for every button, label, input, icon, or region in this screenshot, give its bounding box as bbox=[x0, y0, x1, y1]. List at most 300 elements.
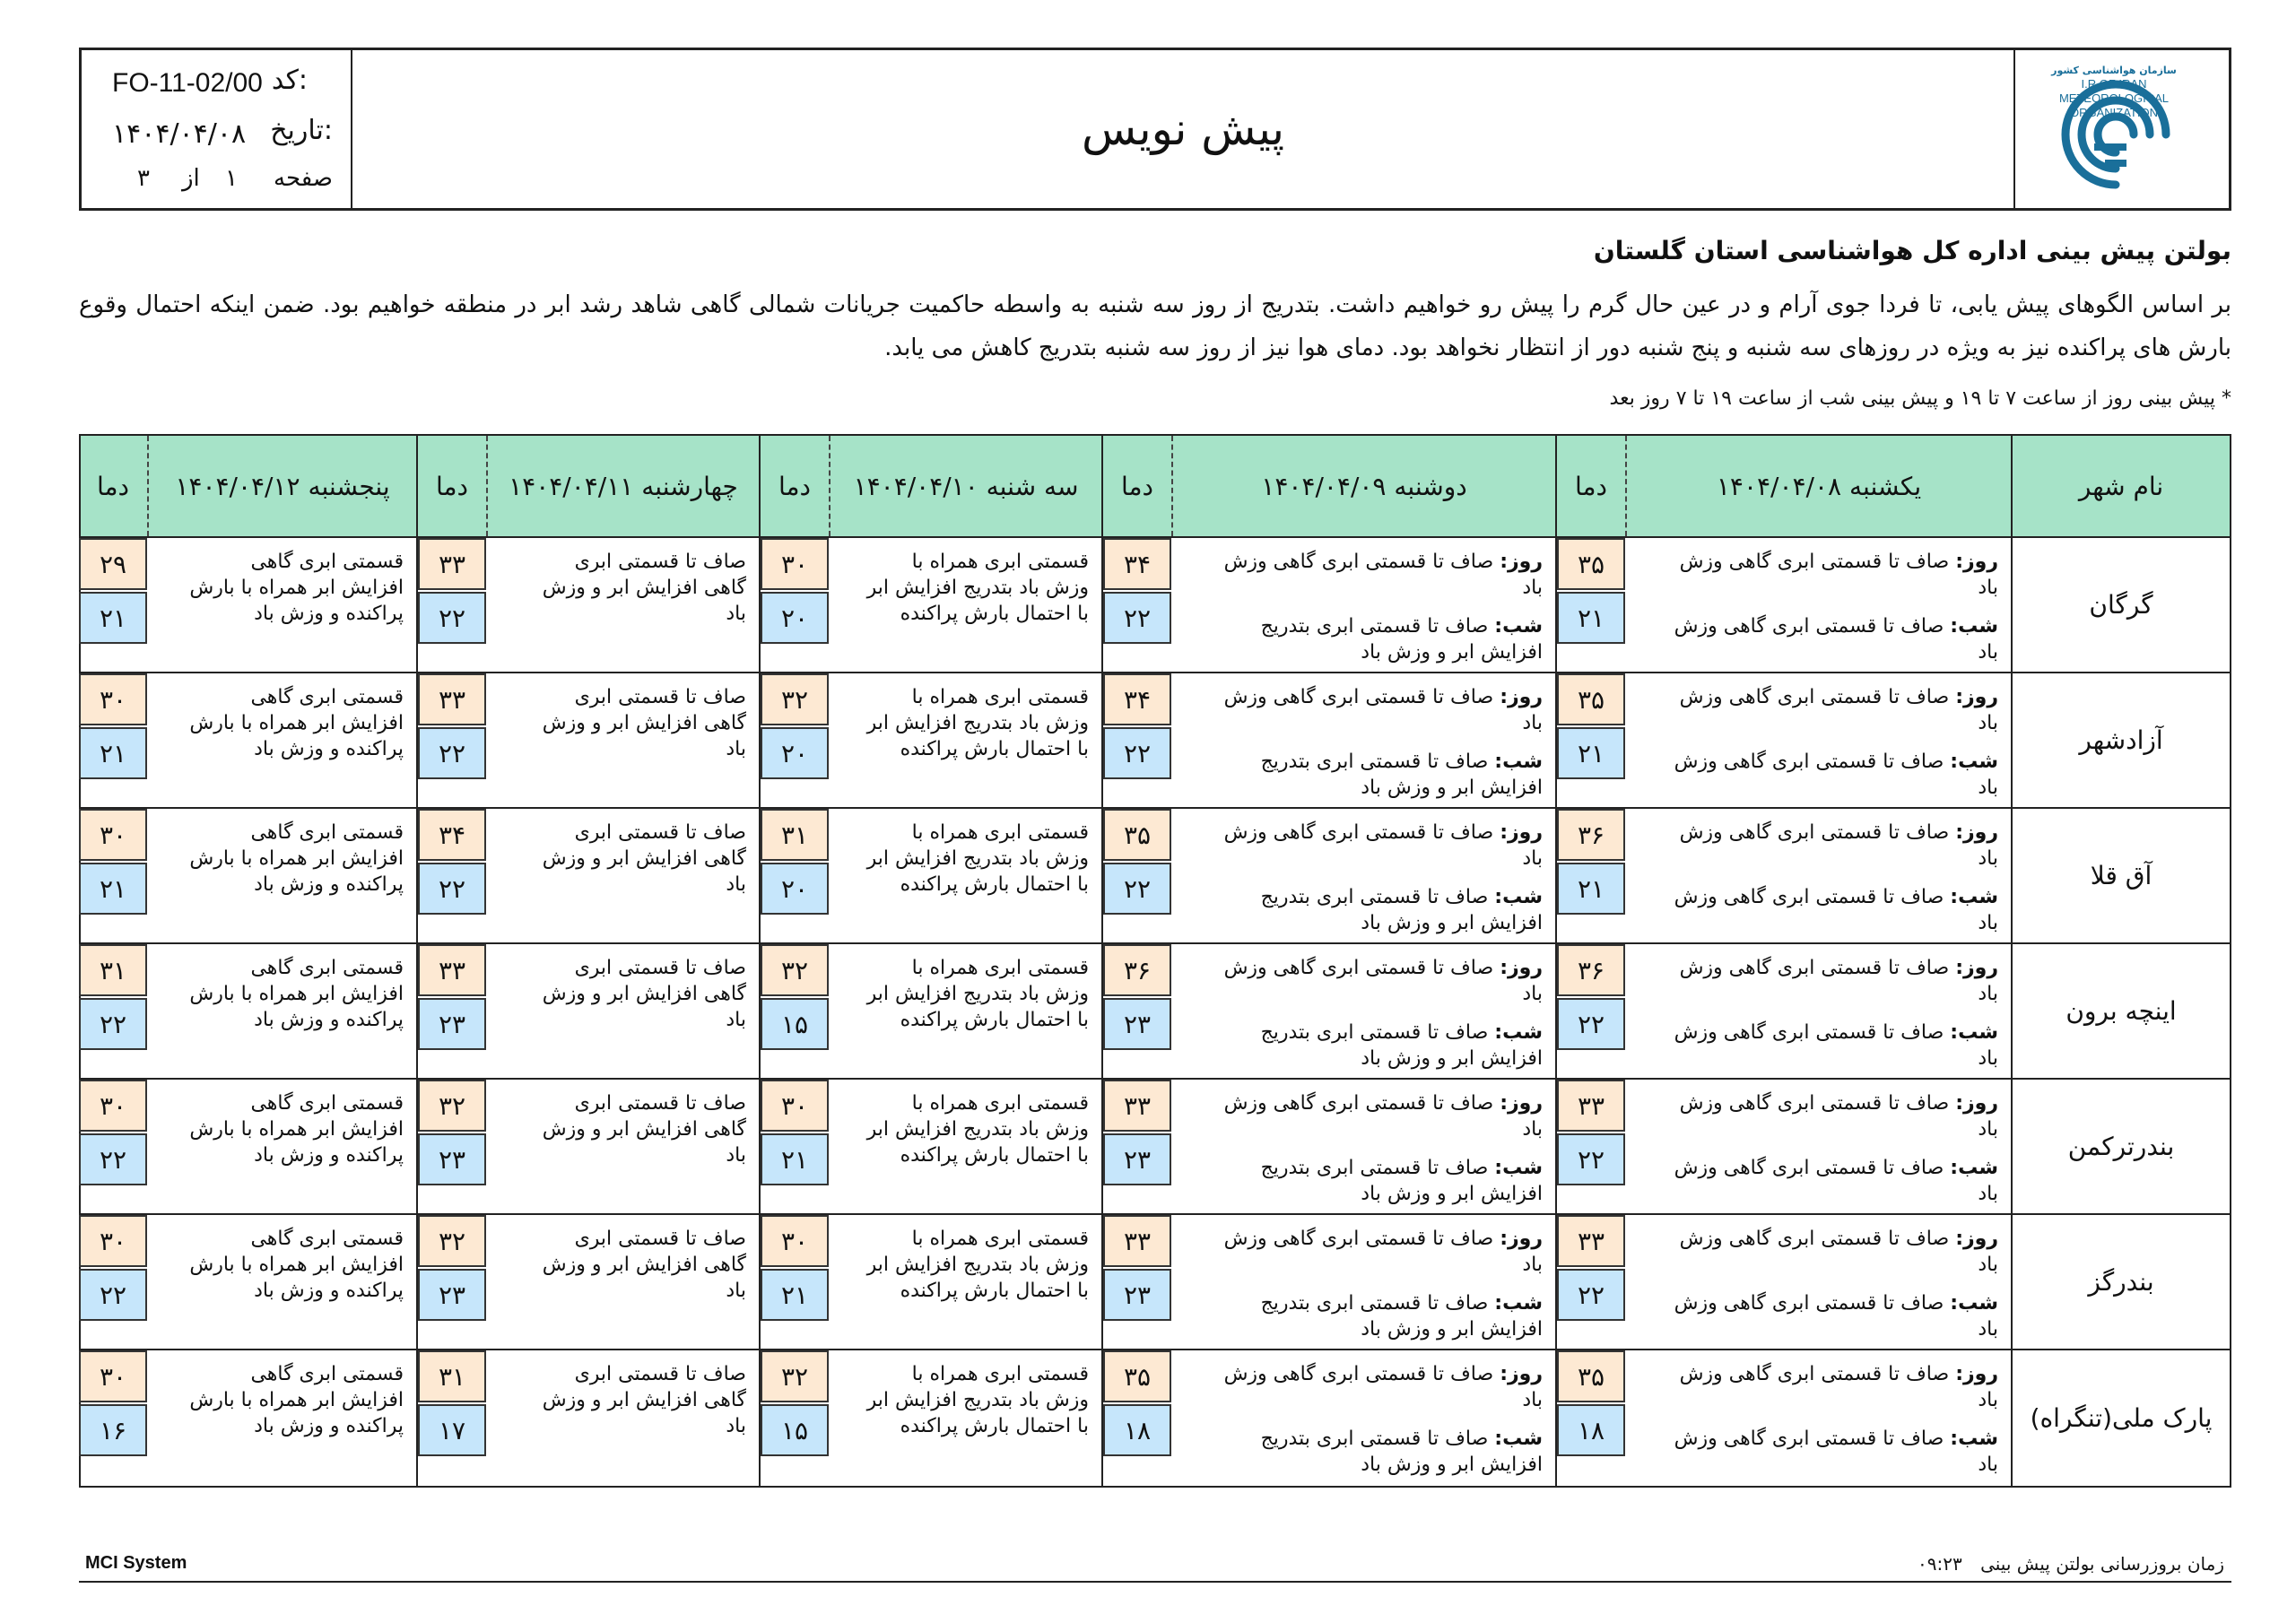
forecast-text-line: گاهی افزایش ابر و وزش bbox=[542, 577, 746, 599]
city-name: بندرترکمن bbox=[2011, 1080, 2230, 1213]
day-prefix: روز: bbox=[1955, 1092, 1998, 1115]
min-temp: ۲۰ bbox=[761, 863, 829, 915]
forecast-cell bbox=[416, 1215, 759, 1349]
forecast-description bbox=[486, 1080, 759, 1213]
min-temp: ۲۰ bbox=[761, 727, 829, 779]
forecast-description bbox=[1171, 1080, 1555, 1213]
forecast-cell bbox=[1555, 809, 2011, 942]
forecast-text-line: قسمتی ابری گاهی bbox=[250, 686, 404, 708]
min-temp: ۲۰ bbox=[761, 592, 829, 644]
max-temp: ۳۴ bbox=[1103, 673, 1171, 725]
forecast-text-line: وزش باد بتدریج افزایش ابر bbox=[866, 1254, 1089, 1276]
forecast-text-line: صاف تا قسمتی ابری bbox=[574, 821, 746, 844]
min-temp: ۲۳ bbox=[418, 998, 486, 1050]
max-temp: ۳۱ bbox=[761, 809, 829, 861]
forecast-description bbox=[147, 538, 416, 672]
night-forecast-line bbox=[1632, 1155, 1998, 1181]
day-forecast-line bbox=[1632, 684, 1998, 710]
min-temp: ۲۲ bbox=[1103, 592, 1171, 644]
forecast-text-line: افزایش ابر همراه با بارش bbox=[189, 712, 404, 734]
night-prefix: شب: bbox=[1494, 1021, 1543, 1044]
max-temp: ۳۳ bbox=[1557, 1080, 1625, 1132]
forecast-text-line: گاهی افزایش ابر و وزش bbox=[542, 847, 746, 870]
forecast-cell bbox=[79, 1215, 416, 1349]
night-forecast-text-cont: باد bbox=[1978, 1183, 1998, 1205]
night-prefix: شب: bbox=[1950, 1157, 1998, 1179]
min-temp: ۲۱ bbox=[761, 1133, 829, 1185]
night-forecast bbox=[1632, 1426, 1998, 1478]
forecast-description bbox=[486, 944, 759, 1078]
temperature-cell bbox=[79, 1350, 147, 1486]
forecast-text-line: صاف تا قسمتی ابری bbox=[574, 957, 746, 979]
forecast-description bbox=[829, 1350, 1101, 1486]
forecast-text-line: وزش باد بتدریج افزایش ابر bbox=[866, 847, 1089, 870]
forecast-cell bbox=[416, 1350, 759, 1486]
forecast-cell bbox=[79, 809, 416, 942]
forecast-description bbox=[147, 1350, 416, 1486]
day-forecast-line bbox=[1632, 1226, 1998, 1252]
forecast-text-line: صاف تا قسمتی ابری bbox=[574, 686, 746, 708]
forecast-cell bbox=[79, 538, 416, 672]
temperature-cell bbox=[79, 1080, 147, 1213]
temperature-cell bbox=[418, 944, 486, 1078]
bulletin-title: بولتن پیش بینی اداره کل هواشناسی استان گلستان bbox=[1593, 236, 2231, 265]
temperature-cell bbox=[418, 809, 486, 942]
day-forecast-text: صاف تا قسمتی ابری گاهی وزش bbox=[1223, 821, 1500, 844]
temperature-cell bbox=[761, 944, 829, 1078]
temp-column-header: دما bbox=[1575, 471, 1607, 501]
forecast-text-line: با احتمال بارش پراکنده bbox=[900, 603, 1089, 625]
day-forecast-text-cont: باد bbox=[1978, 712, 1998, 734]
max-temp: ۳۳ bbox=[1103, 1215, 1171, 1267]
temperature-cell bbox=[761, 809, 829, 942]
day-header-label: دوشنبه ۱۴۰۴/۰۴/۰۹ bbox=[1171, 436, 1555, 536]
min-temp: ۲۱ bbox=[1557, 863, 1625, 915]
update-time bbox=[1918, 1553, 2224, 1575]
forecast-cell bbox=[1555, 1080, 2011, 1213]
day-header-label: چهارشنبه ۱۴۰۴/۰۴/۱۱ bbox=[486, 436, 759, 536]
day-prefix: روز: bbox=[1500, 1363, 1543, 1385]
forecast-text-line: باد bbox=[726, 738, 746, 760]
temperature-cell bbox=[1557, 538, 1625, 672]
temperature-cell bbox=[79, 673, 147, 807]
night-forecast bbox=[1632, 613, 1998, 665]
forecast-text-line: وزش باد بتدریج افزایش ابر bbox=[866, 1118, 1089, 1141]
night-prefix: شب: bbox=[1950, 1428, 1998, 1450]
temperature-cell bbox=[1103, 1350, 1171, 1486]
forecast-cell bbox=[759, 944, 1101, 1078]
forecast-description bbox=[147, 673, 416, 807]
day-forecast-text: صاف تا قسمتی ابری گاهی وزش bbox=[1223, 1228, 1500, 1250]
night-forecast bbox=[1632, 1155, 1998, 1207]
temperature-cell bbox=[418, 673, 486, 807]
max-temp: ۳۰ bbox=[761, 1080, 829, 1132]
max-temp: ۳۲ bbox=[761, 944, 829, 996]
forecast-description bbox=[1171, 673, 1555, 807]
document-meta bbox=[82, 50, 352, 208]
forecast-text-line: پراکنده و وزش باد bbox=[254, 1144, 404, 1167]
night-prefix: شب: bbox=[1494, 1157, 1543, 1179]
night-forecast-text: صاف تا قسمتی ابری گاهی وزش bbox=[1674, 615, 1951, 638]
forecast-text-line: گاهی افزایش ابر و وزش bbox=[542, 1389, 746, 1411]
max-temp: ۳۰ bbox=[79, 809, 147, 861]
forecast-text-line: پراکنده و وزش باد bbox=[254, 1009, 404, 1031]
forecast-text-line: افزایش ابر همراه با بارش bbox=[189, 847, 404, 870]
day-forecast-text: صاف تا قسمتی ابری گاهی وزش bbox=[1679, 957, 1956, 979]
date-value: ۱۴۰۴/۰۴/۰۸ bbox=[112, 118, 247, 150]
forecast-text-line: صاف تا قسمتی ابری bbox=[574, 1092, 746, 1115]
forecast-text-line: پراکنده و وزش باد bbox=[254, 603, 404, 625]
forecast-text-line: صاف تا قسمتی ابری bbox=[574, 1363, 746, 1385]
night-prefix: شب: bbox=[1494, 1292, 1543, 1315]
forecast-cell bbox=[1101, 673, 1555, 807]
max-temp: ۳۶ bbox=[1557, 944, 1625, 996]
day-forecast-line bbox=[1178, 955, 1543, 981]
night-forecast-text-cont: باد bbox=[1978, 1454, 1998, 1476]
forecast-text-line: گاهی افزایش ابر و وزش bbox=[542, 1254, 746, 1276]
day-forecast-text: صاف تا قسمتی ابری گاهی وزش bbox=[1223, 551, 1500, 573]
night-forecast bbox=[1178, 1155, 1543, 1207]
day-forecast-text-cont: باد bbox=[1522, 1389, 1543, 1411]
night-forecast-text: صاف تا قسمتی ابری گاهی وزش bbox=[1674, 1021, 1951, 1044]
forecast-cell bbox=[759, 1350, 1101, 1486]
day-forecast-text: صاف تا قسمتی ابری گاهی وزش bbox=[1679, 551, 1956, 573]
day-forecast-text: صاف تا قسمتی ابری گاهی وزش bbox=[1679, 1363, 1956, 1385]
forecast-cell bbox=[1101, 1215, 1555, 1349]
forecast-text-line: قسمتی ابری همراه با bbox=[911, 686, 1089, 708]
night-forecast-line bbox=[1178, 884, 1543, 910]
day-header-4 bbox=[416, 436, 759, 536]
city-name: بندرگز bbox=[2011, 1215, 2230, 1349]
temperature-cell bbox=[79, 538, 147, 672]
forecast-text-line: افزایش ابر همراه با بارش bbox=[189, 1254, 404, 1276]
update-time-value: ۰۹:۲۳ bbox=[1918, 1553, 1962, 1575]
forecast-description bbox=[486, 1215, 759, 1349]
max-temp: ۳۰ bbox=[79, 1350, 147, 1402]
day-forecast-text-cont: باد bbox=[1978, 983, 1998, 1005]
night-forecast bbox=[1178, 1290, 1543, 1342]
day-forecast-line bbox=[1632, 549, 1998, 575]
day-prefix: روز: bbox=[1500, 821, 1543, 844]
city-name: اینچه برون bbox=[2011, 944, 2230, 1078]
temperature-cell bbox=[761, 1350, 829, 1486]
max-temp: ۳۱ bbox=[418, 1350, 486, 1402]
min-temp: ۲۳ bbox=[418, 1133, 486, 1185]
forecast-text-line: قسمتی ابری گاهی bbox=[250, 551, 404, 573]
max-temp: ۳۵ bbox=[1557, 1350, 1625, 1402]
night-prefix: شب: bbox=[1494, 615, 1543, 638]
min-temp: ۲۲ bbox=[79, 998, 147, 1050]
temperature-cell bbox=[1557, 1215, 1625, 1349]
day-prefix: روز: bbox=[1955, 821, 1998, 844]
forecast-cell bbox=[416, 1080, 759, 1213]
page-label: صفحه bbox=[274, 165, 333, 192]
bulletin-note: * پیش بینی روز از ساعت ۷ تا ۱۹ و پیش بینی شب از ساعت ۱۹ تا ۷ روز بعد bbox=[1609, 387, 2231, 410]
forecast-text-line: با احتمال بارش پراکنده bbox=[900, 1280, 1089, 1302]
max-temp: ۳۲ bbox=[761, 673, 829, 725]
forecast-cell bbox=[1555, 673, 2011, 807]
forecast-table bbox=[79, 434, 2231, 1488]
night-forecast-line bbox=[1632, 1426, 1998, 1452]
update-time-label: زمان بروزرسانی بولتن پیش بینی bbox=[1980, 1553, 2224, 1575]
forecast-cell bbox=[416, 944, 759, 1078]
footer-divider bbox=[79, 1581, 2231, 1583]
min-temp: ۲۱ bbox=[79, 592, 147, 644]
day-prefix: روز: bbox=[1500, 686, 1543, 708]
min-temp: ۲۳ bbox=[418, 1269, 486, 1321]
max-temp: ۳۴ bbox=[418, 809, 486, 861]
night-forecast-text-cont: افزایش ابر و وزش باد bbox=[1361, 641, 1543, 664]
forecast-description bbox=[486, 1350, 759, 1486]
table-row bbox=[81, 1215, 2230, 1350]
page-current: ۱ bbox=[225, 165, 238, 192]
forecast-description bbox=[1171, 1215, 1555, 1349]
night-forecast bbox=[1178, 884, 1543, 936]
forecast-description bbox=[486, 809, 759, 942]
forecast-text-line: افزایش ابر همراه با بارش bbox=[189, 1389, 404, 1411]
day-forecast-text: صاف تا قسمتی ابری گاهی وزش bbox=[1223, 686, 1500, 708]
temperature-cell bbox=[418, 1215, 486, 1349]
day-forecast-line bbox=[1632, 820, 1998, 846]
logo-text-en1: I.R.OF IRAN bbox=[2081, 77, 2147, 91]
forecast-text-line: افزایش ابر همراه با بارش bbox=[189, 577, 404, 599]
min-temp: ۲۱ bbox=[1557, 592, 1625, 644]
day-header-label: پنجشنبه ۱۴۰۴/۰۴/۱۲ bbox=[147, 436, 416, 536]
max-temp: ۳۲ bbox=[418, 1080, 486, 1132]
night-prefix: شب: bbox=[1950, 886, 1998, 908]
min-temp: ۲۲ bbox=[418, 863, 486, 915]
code-value: FO-11-02/00 bbox=[112, 68, 263, 98]
forecast-cell bbox=[79, 944, 416, 1078]
max-temp: ۲۹ bbox=[79, 538, 147, 590]
forecast-description bbox=[1171, 809, 1555, 942]
night-forecast bbox=[1632, 749, 1998, 801]
max-temp: ۳۳ bbox=[1103, 1080, 1171, 1132]
forecast-text-line: پراکنده و وزش باد bbox=[254, 873, 404, 896]
night-prefix: شب: bbox=[1950, 1021, 1998, 1044]
table-header-row bbox=[81, 436, 2230, 538]
temperature-cell bbox=[79, 1215, 147, 1349]
forecast-description bbox=[1625, 1350, 2011, 1486]
day-header-2 bbox=[1101, 436, 1555, 536]
max-temp: ۳۵ bbox=[1103, 809, 1171, 861]
temperature-cell bbox=[1103, 1080, 1171, 1213]
forecast-description bbox=[147, 1215, 416, 1349]
night-forecast-text-cont: افزایش ابر و وزش باد bbox=[1361, 1454, 1543, 1476]
night-forecast-text: صاف تا قسمتی ابری گاهی وزش bbox=[1674, 1292, 1951, 1315]
day-forecast-line bbox=[1178, 1361, 1543, 1387]
min-temp: ۲۲ bbox=[79, 1133, 147, 1185]
night-forecast-line bbox=[1178, 1426, 1543, 1452]
forecast-cell bbox=[1101, 809, 1555, 942]
forecast-text-line: باد bbox=[726, 1009, 746, 1031]
logo-text-fa: سازمان هواشناسی کشور bbox=[2051, 65, 2177, 76]
forecast-text-line: قسمتی ابری گاهی bbox=[250, 1228, 404, 1250]
forecast-text-line: باد bbox=[726, 603, 746, 625]
temperature-cell bbox=[761, 1080, 829, 1213]
bulletin-body: بر اساس الگوهای پیش یابی، تا فردا جوی آرام و در عین حال گرم را پیش رو خواهیم داشت. بتدریج از روز سه شنبه به واسطه حاکمیت جریانات شمالی گاهی شاهد رشد ابر در منطقه خواهیم بود. ضمن اینکه احتمال وقوع بارش های پراکنده نیز به ویژه در روزهای سه شنبه و پنج شنبه دور از انتظار نخواهد بود. دمای هوا نیز از روز سه شنبه بتدریج کاهش می یابد. bbox=[79, 291, 2231, 361]
day-forecast-text-cont: باد bbox=[1978, 1118, 1998, 1141]
forecast-cell bbox=[759, 1215, 1101, 1349]
min-temp: ۲۲ bbox=[79, 1269, 147, 1321]
min-temp: ۱۸ bbox=[1557, 1404, 1625, 1456]
table-row bbox=[81, 1080, 2230, 1215]
night-forecast-text-cont: باد bbox=[1978, 777, 1998, 799]
night-forecast-text-cont: افزایش ابر و وزش باد bbox=[1361, 912, 1543, 934]
max-temp: ۳۳ bbox=[1557, 1215, 1625, 1267]
forecast-text-line: پراکنده و وزش باد bbox=[254, 1415, 404, 1437]
forecast-description bbox=[829, 809, 1101, 942]
document-header bbox=[79, 48, 2231, 211]
day-prefix: روز: bbox=[1500, 1228, 1543, 1250]
forecast-text-line: قسمتی ابری همراه با bbox=[911, 821, 1089, 844]
day-prefix: روز: bbox=[1955, 686, 1998, 708]
min-temp: ۲۲ bbox=[1103, 727, 1171, 779]
forecast-text-line: پراکنده و وزش باد bbox=[254, 1280, 404, 1302]
forecast-description bbox=[486, 538, 759, 672]
forecast-text-line: قسمتی ابری گاهی bbox=[250, 821, 404, 844]
forecast-description bbox=[1625, 538, 2011, 672]
forecast-cell bbox=[759, 538, 1101, 672]
forecast-text-line: وزش باد بتدریج افزایش ابر bbox=[866, 983, 1089, 1005]
max-temp: ۳۲ bbox=[761, 1350, 829, 1402]
forecast-text-line: باد bbox=[726, 1144, 746, 1167]
max-temp: ۳۶ bbox=[1103, 944, 1171, 996]
max-temp: ۳۳ bbox=[418, 538, 486, 590]
forecast-cell bbox=[79, 673, 416, 807]
organization-logo bbox=[2013, 50, 2229, 208]
day-forecast-text-cont: باد bbox=[1522, 712, 1543, 734]
temperature-cell bbox=[418, 538, 486, 672]
day-header-1 bbox=[1555, 436, 2011, 536]
night-forecast bbox=[1178, 1020, 1543, 1072]
night-forecast bbox=[1632, 1020, 1998, 1072]
forecast-cell bbox=[1555, 1215, 2011, 1349]
night-forecast bbox=[1178, 749, 1543, 801]
forecast-text-line: با احتمال بارش پراکنده bbox=[900, 873, 1089, 896]
day-forecast-text-cont: باد bbox=[1522, 847, 1543, 870]
day-prefix: روز: bbox=[1955, 1363, 1998, 1385]
date-label: تاریخ: bbox=[270, 115, 333, 146]
forecast-text-line: قسمتی ابری همراه با bbox=[911, 1092, 1089, 1115]
forecast-text-line: گاهی افزایش ابر و وزش bbox=[542, 712, 746, 734]
forecast-description bbox=[829, 673, 1101, 807]
forecast-text-line: با احتمال بارش پراکنده bbox=[900, 1144, 1089, 1167]
day-forecast-line bbox=[1178, 549, 1543, 575]
day-forecast-text: صاف تا قسمتی ابری گاهی وزش bbox=[1223, 957, 1500, 979]
table-row bbox=[81, 673, 2230, 809]
day-prefix: روز: bbox=[1955, 551, 1998, 573]
forecast-description bbox=[829, 1080, 1101, 1213]
document-title-cell bbox=[352, 50, 2013, 208]
table-row bbox=[81, 1350, 2230, 1486]
forecast-text-line: قسمتی ابری همراه با bbox=[911, 551, 1089, 573]
max-temp: ۳۳ bbox=[418, 673, 486, 725]
forecast-description bbox=[1625, 673, 2011, 807]
max-temp: ۳۵ bbox=[1103, 1350, 1171, 1402]
max-temp: ۳۰ bbox=[761, 538, 829, 590]
night-forecast-text: صاف تا قسمتی ابری بتدریج bbox=[1260, 1157, 1495, 1179]
forecast-cell bbox=[759, 673, 1101, 807]
city-column-header: نام شهر bbox=[2011, 436, 2230, 536]
forecast-text-line: قسمتی ابری گاهی bbox=[250, 1092, 404, 1115]
forecast-text-line: وزش باد بتدریج افزایش ابر bbox=[866, 577, 1089, 599]
forecast-text-line: قسمتی ابری گاهی bbox=[250, 957, 404, 979]
forecast-text-line: پراکنده و وزش باد bbox=[254, 738, 404, 760]
city-name: گرگان bbox=[2011, 538, 2230, 672]
temperature-cell bbox=[418, 1080, 486, 1213]
temperature-cell bbox=[1557, 673, 1625, 807]
forecast-text-line: افزایش ابر همراه با بارش bbox=[189, 983, 404, 1005]
min-temp: ۱۸ bbox=[1103, 1404, 1171, 1456]
max-temp: ۳۰ bbox=[79, 1080, 147, 1132]
night-forecast-line bbox=[1632, 1020, 1998, 1046]
min-temp: ۱۷ bbox=[418, 1404, 486, 1456]
night-forecast-text-cont: باد bbox=[1978, 1318, 1998, 1341]
min-temp: ۱۵ bbox=[761, 1404, 829, 1456]
logo-emblem-icon bbox=[2015, 50, 2227, 208]
night-forecast-line bbox=[1178, 613, 1543, 639]
table-row bbox=[81, 538, 2230, 673]
min-temp: ۲۳ bbox=[1103, 1133, 1171, 1185]
forecast-cell bbox=[416, 673, 759, 807]
temperature-cell bbox=[761, 673, 829, 807]
temp-column-header: دما bbox=[778, 471, 811, 501]
forecast-text-line: قسمتی ابری همراه با bbox=[911, 1363, 1089, 1385]
night-forecast-text: صاف تا قسمتی ابری گاهی وزش bbox=[1674, 886, 1951, 908]
max-temp: ۳۰ bbox=[79, 1215, 147, 1267]
forecast-text-line: قسمتی ابری همراه با bbox=[911, 957, 1089, 979]
night-forecast-line bbox=[1178, 1290, 1543, 1316]
temperature-cell bbox=[1103, 538, 1171, 672]
forecast-text-line: گاهی افزایش ابر و وزش bbox=[542, 1118, 746, 1141]
day-forecast-line bbox=[1178, 1226, 1543, 1252]
forecast-cell bbox=[1101, 1080, 1555, 1213]
forecast-text-line: گاهی افزایش ابر و وزش bbox=[542, 983, 746, 1005]
temperature-cell bbox=[79, 944, 147, 1078]
min-temp: ۲۱ bbox=[761, 1269, 829, 1321]
day-forecast-text-cont: باد bbox=[1978, 847, 1998, 870]
min-temp: ۲۳ bbox=[1103, 1269, 1171, 1321]
day-header-3 bbox=[759, 436, 1101, 536]
min-temp: ۲۱ bbox=[79, 727, 147, 779]
night-forecast-text: صاف تا قسمتی ابری بتدریج bbox=[1260, 1292, 1495, 1315]
forecast-text-line: باد bbox=[726, 1280, 746, 1302]
max-temp: ۳۵ bbox=[1557, 538, 1625, 590]
forecast-cell bbox=[759, 809, 1101, 942]
night-forecast-text: صاف تا قسمتی ابری بتدریج bbox=[1260, 886, 1495, 908]
night-forecast-line bbox=[1178, 1020, 1543, 1046]
forecast-description bbox=[147, 1080, 416, 1213]
night-forecast-line bbox=[1178, 1155, 1543, 1181]
night-prefix: شب: bbox=[1950, 1292, 1998, 1315]
temperature-cell bbox=[1103, 944, 1171, 1078]
max-temp: ۳۲ bbox=[418, 1215, 486, 1267]
day-header-5 bbox=[79, 436, 416, 536]
day-forecast-text: صاف تا قسمتی ابری گاهی وزش bbox=[1679, 1092, 1956, 1115]
night-forecast-text: صاف تا قسمتی ابری گاهی وزش bbox=[1674, 1157, 1951, 1179]
day-forecast-text-cont: باد bbox=[1522, 983, 1543, 1005]
night-forecast-text-cont: افزایش ابر و وزش باد bbox=[1361, 1183, 1543, 1205]
forecast-text-line: باد bbox=[726, 873, 746, 896]
day-forecast-text-cont: باد bbox=[1522, 1118, 1543, 1141]
table-row bbox=[81, 944, 2230, 1080]
day-forecast-text: صاف تا قسمتی ابری گاهی وزش bbox=[1223, 1092, 1500, 1115]
max-temp: ۳۰ bbox=[761, 1215, 829, 1267]
night-forecast-text-cont: باد bbox=[1978, 912, 1998, 934]
night-prefix: شب: bbox=[1494, 751, 1543, 773]
min-temp: ۲۲ bbox=[1557, 1133, 1625, 1185]
